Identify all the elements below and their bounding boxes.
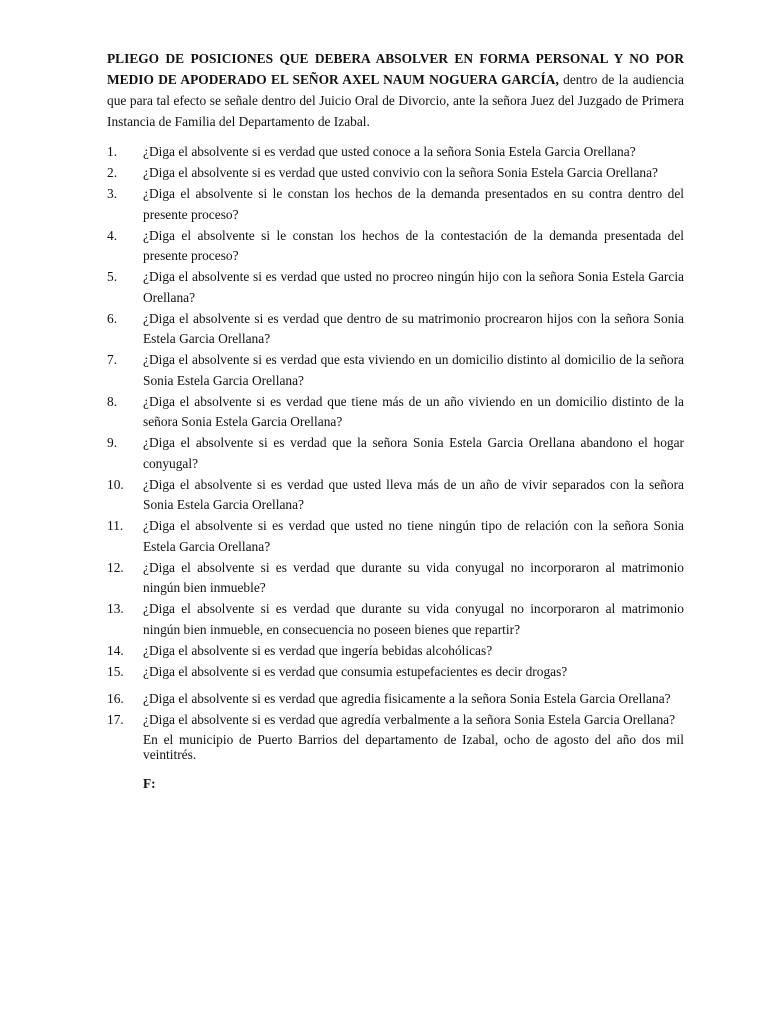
question-item [107, 599, 684, 640]
question-text: ¿Diga el absolvente si es verdad que usted no tiene ningún tipo de relación con la señora Sonia Estela Garcia Orellana? [143, 518, 684, 554]
question-item [107, 350, 684, 391]
question-number: 3. [107, 186, 118, 201]
question-number: 14. [107, 642, 124, 658]
question-item [107, 516, 684, 557]
question-item [107, 184, 684, 225]
question-text: ¿Diga el absolvente si es verdad que agredia fisicamente a la señora Sonia Estela Garcia Orellana? [143, 691, 671, 706]
question-text: ¿Diga el absolvente si le constan los hechos de la contestación de la demanda presentada del presente proceso? [143, 227, 684, 263]
question-text: ¿Diga el absolvente si es verdad que usted conoce a la señora Sonia Estela Garcia Orellana? [143, 144, 636, 159]
intro-paragraph [107, 48, 684, 132]
question-number: 10. [107, 476, 124, 492]
question-number: 16. [107, 691, 124, 706]
signature-line: F: [143, 775, 156, 791]
question-item [107, 392, 684, 433]
document-body [107, 48, 684, 792]
question-text: ¿Diga el absolvente si es verdad que ingería bebidas alcohólicas? [143, 642, 493, 658]
question-text: ¿Diga el absolvente si es verdad que esta viviendo en un domicilio distinto al domicilio de la señora Sonia Estela Garcia Orellana? [143, 352, 684, 388]
question-item [107, 267, 684, 308]
intro-heading-bold: PLIEGO DE POSICIONES QUE DEBERA ABSOLVER EN FORMA PERSONAL Y NO POR MEDIO DE APODERADO EL SEÑOR AXEL NAUM NOGUERA GARCÍA, [107, 51, 684, 87]
question-item [107, 433, 684, 474]
question-text: ¿Diga el absolvente si es verdad que dentro de su matrimonio procrearon hijos con la señora Sonia Estela Garcia Orellana? [143, 310, 684, 346]
question-number: 6. [107, 310, 118, 326]
question-text: ¿Diga el absolvente si es verdad que usted convivio con la señora Sonia Estela Garcia Orellana? [143, 165, 658, 180]
question-text: ¿Diga el absolvente si es verdad que agredía verbalmente a la señora Sonia Estela Garcia Orellana? [143, 712, 676, 727]
question-text: ¿Diga el absolvente si es verdad que la señora Sonia Estela Garcia Orellana abandono el hogar conyugal? [143, 435, 684, 471]
question-number: 5. [107, 269, 118, 284]
question-text: ¿Diga el absolvente si es verdad que consumia estupefacientes es decir drogas? [143, 663, 568, 679]
question-number: 15. [107, 663, 124, 679]
question-number: 11. [107, 518, 124, 533]
question-number: 8. [107, 393, 118, 409]
question-number: 9. [107, 435, 118, 450]
question-number: 17. [107, 712, 124, 727]
question-item [107, 662, 684, 683]
question-item [107, 309, 684, 350]
question-number: 7. [107, 352, 118, 367]
questions-list [107, 142, 684, 731]
question-number: 13. [107, 601, 124, 616]
closing-paragraph: En el municipio de Puerto Barrios del departamento de Izabal, ocho de agosto del año dos mil veintitrés. [143, 731, 684, 762]
intro-heading-text: dentro de la audiencia que para tal efecto se señale dentro del Juicio Oral de Divorcio, ante la señora Juez del Juzgado de Primera Instancia de Familia del Departamento de Izabal. [107, 72, 684, 129]
question-text: ¿Diga el absolvente si es verdad que usted lleva más de un año de vivir separados con la señora Sonia Estela Garcia Orellana? [143, 476, 684, 512]
question-text: ¿Diga el absolvente si es verdad que durante su vida conyugal no incorporaron al matrimonio ningún bien inmueble, en consecuencia no poseen bienes que repartir? [143, 601, 684, 637]
question-number: 2. [107, 165, 118, 180]
question-text: ¿Diga el absolvente si es verdad que tiene más de un año viviendo en un domicilio distinto de la señora Sonia Estela Garcia Orellana? [143, 393, 684, 429]
question-text: ¿Diga el absolvente si le constan los hechos de la demanda presentados en su contra dentro del presente proceso? [143, 186, 684, 222]
question-number: 4. [107, 227, 118, 243]
question-item [107, 142, 684, 163]
question-number: 12. [107, 559, 124, 575]
question-number: 1. [107, 144, 118, 159]
question-item [107, 226, 684, 267]
question-text: ¿Diga el absolvente si es verdad que usted no procreo ningún hijo con la señora Sonia Estela Garcia Orellana? [143, 269, 684, 305]
question-item [107, 163, 684, 184]
question-text: ¿Diga el absolvente si es verdad que durante su vida conyugal no incorporaron al matrimonio ningún bien inmueble? [143, 559, 684, 595]
question-item [107, 475, 684, 516]
question-item [107, 710, 684, 731]
question-item [107, 558, 684, 599]
question-item [107, 641, 684, 662]
question-item [107, 689, 684, 710]
